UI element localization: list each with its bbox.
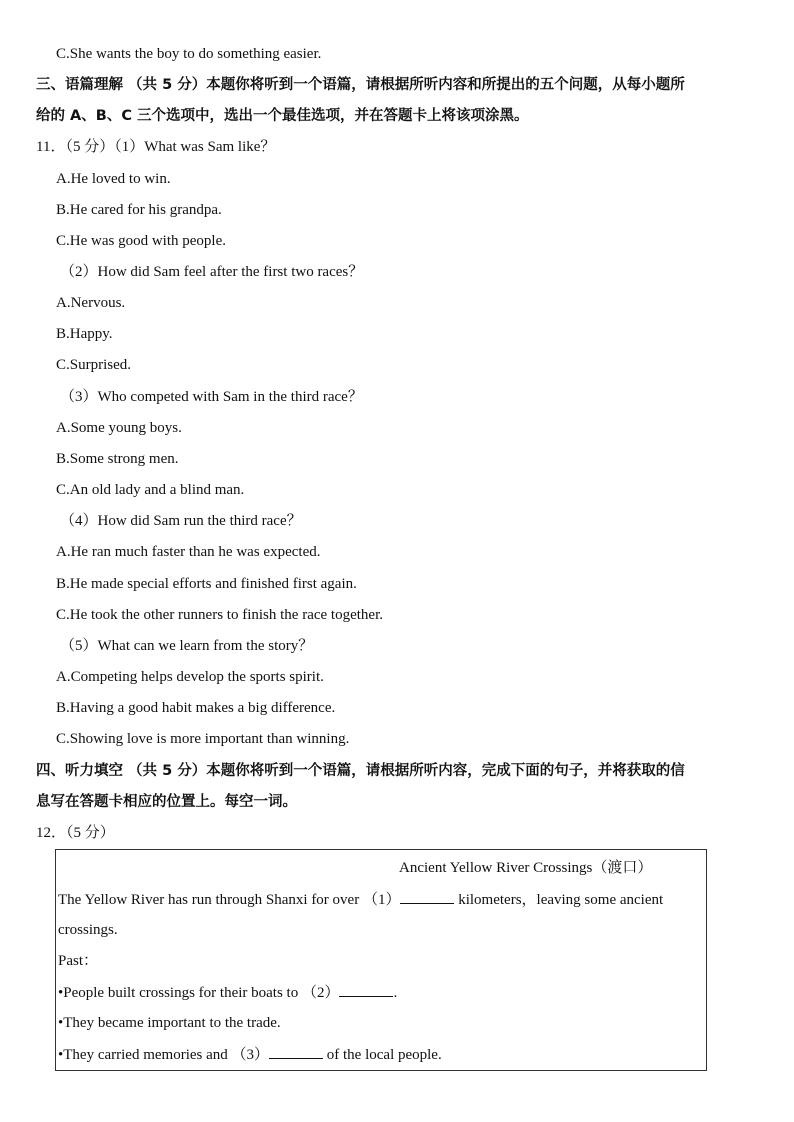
q11-5-option-a: A.Competing helps develop the sports spirit. — [56, 669, 324, 685]
question-12-header: 12．（5 分） — [36, 825, 115, 841]
q11-4-option-a: A.He ran much faster than he was expected. — [56, 544, 321, 560]
q11-5-option-c: C.Showing love is more important than winning. — [56, 731, 350, 747]
bullet-1: •People built crossings for their boats to （2） . — [58, 982, 397, 1003]
q11-5-option-b: B.Having a good habit makes a big difference. — [56, 700, 336, 716]
q11-3-option-c: C.An old lady and a blind man. — [56, 482, 245, 498]
section-4-instructions-line1: 四、听力填空 （共 5 分）本题你将听到一个语篇，请根据所听内容，完成下面的句子，并将获取的信 — [36, 763, 685, 779]
q11-3-option-b: B.Some strong men. — [56, 451, 179, 467]
q11-4-question: （4）How did Sam run the third race？ — [60, 513, 302, 529]
past-label: Past： — [58, 953, 99, 969]
blank-2[interactable] — [339, 982, 393, 997]
fill-in-table — [55, 849, 707, 1071]
table-title: Ancient Yellow River Crossings（渡口） — [399, 860, 653, 876]
question-11-header: 11．（5 分）（1）What was Sam like？ — [36, 139, 276, 155]
option-c-previous: C.She wants the boy to do something easier. — [56, 46, 322, 62]
bullet-3: •They carried memories and （3） of the local people. — [58, 1044, 442, 1065]
q11-2-option-c: C.Surprised. — [56, 357, 131, 373]
q11-1-option-a: A.He loved to win. — [56, 171, 171, 187]
q11-1-option-b: B.He cared for his grandpa. — [56, 202, 222, 218]
section-3-instructions-line2: 给的 A、B、C 三个选项中，选出一个最佳选项，并在答题卡上将该项涂黑。 — [36, 108, 529, 124]
q11-1-option-c: C.He was good with people. — [56, 233, 226, 249]
blank-3[interactable] — [269, 1044, 323, 1059]
section-3-instructions-line1: 三、语篇理解 （共 5 分）本题你将听到一个语篇，请根据所听内容和所提出的五个问题，从每小题所 — [36, 77, 685, 93]
blank-1[interactable] — [400, 889, 454, 904]
q11-2-option-b: B.Happy. — [56, 326, 113, 342]
bullet-2: •They became important to the trade. — [58, 1015, 281, 1031]
q11-4-option-b: B.He made special efforts and finished first again. — [56, 576, 357, 592]
sentence-1: The Yellow River has run through Shanxi for over （1） kilometers，leaving some ancient — [58, 889, 663, 910]
q11-5-question: （5）What can we learn from the story？ — [60, 638, 314, 654]
sentence-1-continued: crossings. — [58, 922, 118, 938]
q11-3-question: （3）Who competed with Sam in the third race？ — [60, 389, 363, 405]
q11-3-option-a: A.Some young boys. — [56, 420, 182, 436]
q11-2-question: （2）How did Sam feel after the first two races？ — [60, 264, 364, 280]
q11-4-option-c: C.He took the other runners to finish the race together. — [56, 607, 383, 623]
section-4-instructions-line2: 息写在答题卡相应的位置上。每空一词。 — [36, 794, 297, 810]
q11-2-option-a: A.Nervous. — [56, 295, 126, 311]
